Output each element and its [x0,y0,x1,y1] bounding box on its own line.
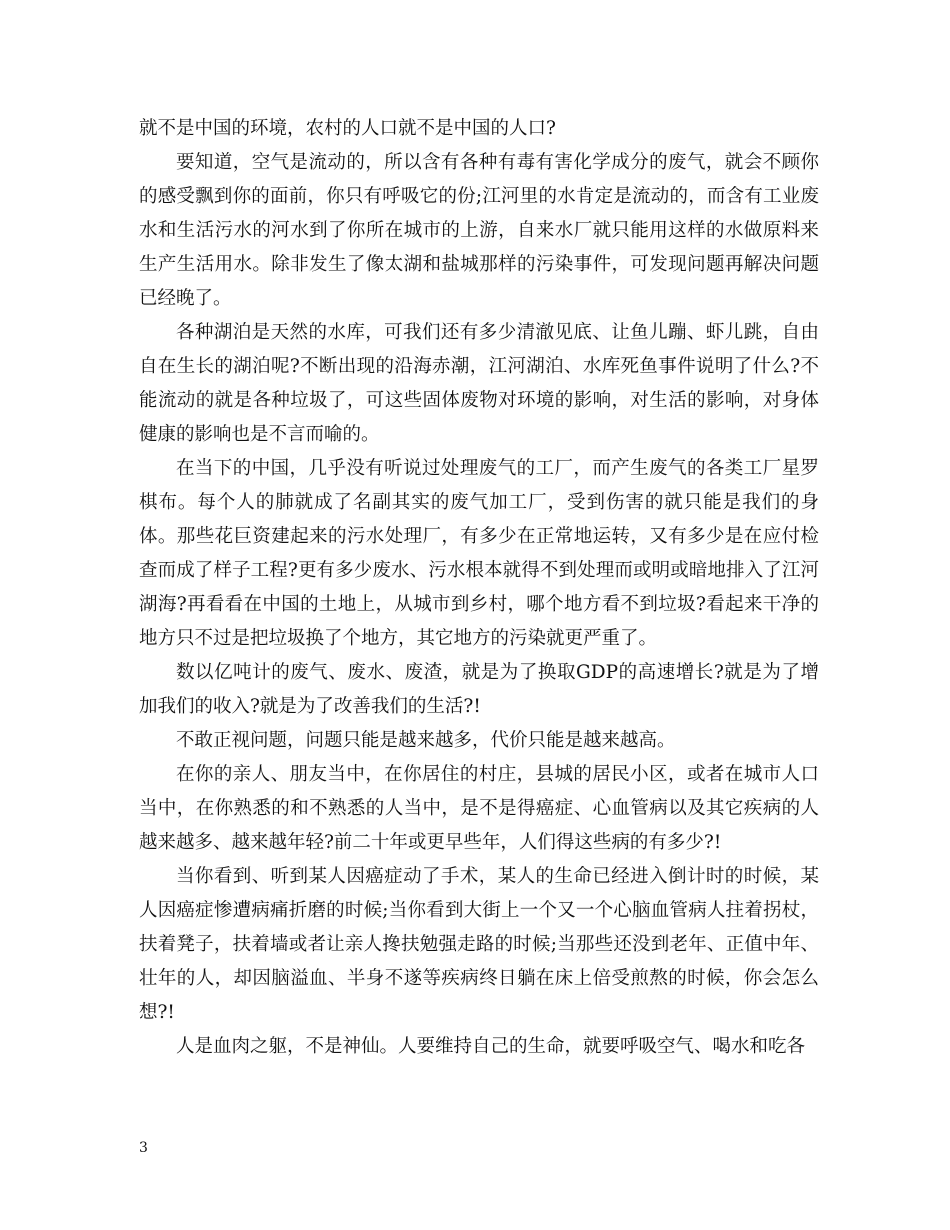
paragraph: 在当下的中国，几乎没有听说过处理废气的工厂，而产生废气的各类工厂星罗棋布。每个人的肺就成了名副其实的废气加工厂，受到伤害的就只能是我们的身体。那些花巨资建起来的污水处理厂，有多少在正常地运转，又有多少是在应付检查而成了样子工程?更有多少废水、污水根本就得不到处理而或明或暗地排入了江河湖海?再看看在中国的土地上，从城市到乡村，哪个地方看不到垃圾?看起来干净的地方只不过是把垃圾换了个地方，其它地方的污染就更严重了。 [139,458,819,649]
paragraph: 要知道，空气是流动的，所以含有各种有毒有害化学成分的废气，就会不顾你的感受飘到你的面前，你只有呼吸它的份;江河里的水肯定是流动的，而含有工业废水和生活污水的河水到了你所在城市的上游，自来水厂就只能用这样的水做原料来生产生活用水。除非发生了像太湖和盐城那样的污染事件，可发现问题再解决问题已经晚了。 [139,152,819,309]
body-text [139,112,819,1064]
paragraph-continued: 就不是中国的环境，农村的人口就不是中国的人口? [139,118,556,139]
paragraph: 各种湖泊是天然的水库，可我们还有多少清澈见底、让鱼儿蹦、虾儿跳，自由自在生长的湖泊呢?不断出现的沿海赤潮，江河湖泊、水库死鱼事件说明了什么?不能流动的就是各种垃圾了，可这些固体废物对环境的影响，对生活的影响，对身体健康的影响也是不言而喻的。 [139,322,819,445]
paragraph: 在你的亲人、朋友当中，在你居住的村庄，县城的居民小区，或者在城市人口当中，在你熟悉的和不熟悉的人当中，是不是得癌症、心血管病以及其它疾病的人越来越多、越来越年轻?前二十年或更早些年，人们得这些病的有多少?! [139,764,819,853]
paragraph: 当你看到、听到某人因癌症动了手术，某人的生命已经进入倒计时的时候，某人因癌症惨遭病痛折磨的时候;当你看到大街上一个又一个心脑血管病人拄着拐杖，扶着凳子，扶着墙或者让亲人搀扶勉强走路的时候;当那些还没到老年、正值中年、壮年的人，却因脑溢血、半身不遂等疾病终日躺在床上倍受煎熬的时候，你会怎么想?! [139,866,819,1023]
paragraph: 数以亿吨计的废气、废水、废渣，就是为了换取GDP的高速增长?就是为了增加我们的收入?就是为了改善我们的生活?! [139,662,819,717]
paragraph-truncated: 人是血肉之躯，不是神仙。人要维持自己的生命，就要呼吸空气、喝水和吃各 [176,1036,806,1057]
page-number: 3 [139,1140,148,1156]
paragraph: 不敢正视问题，问题只能是越来越多，代价只能是越来越高。 [176,730,676,751]
